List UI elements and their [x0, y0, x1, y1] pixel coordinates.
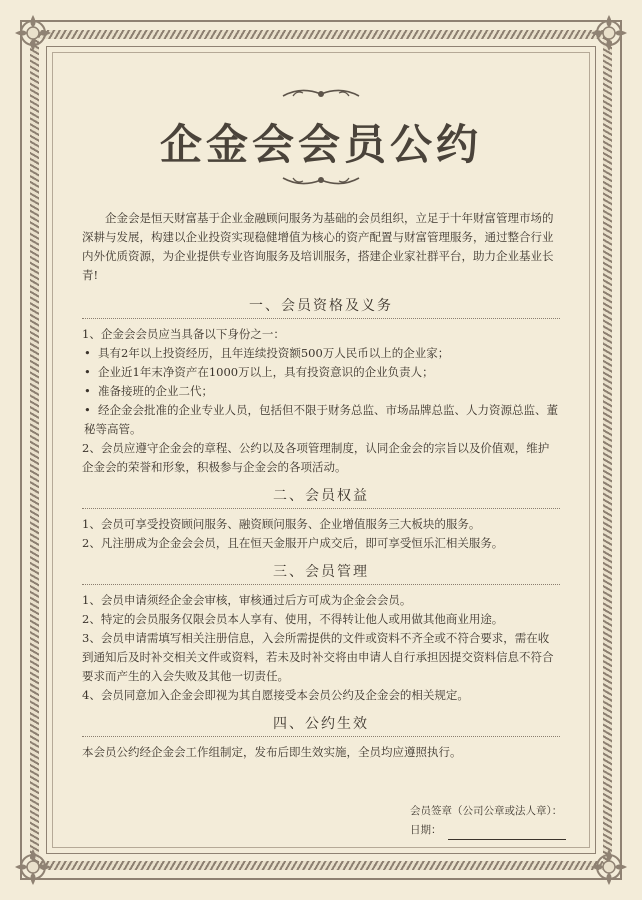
title-flourish-top-icon: [281, 84, 361, 102]
list-item: • 企业近1年末净资产在1000万以上，具有投资意识的企业负责人；: [82, 363, 560, 382]
date-underline: [448, 827, 566, 840]
corner-ornament-icon: [588, 12, 630, 54]
corner-ornament-icon: [12, 846, 54, 888]
list-item: 2、凡注册成为企金会会员，且在恒天金服开户成交后，即可享受恒乐汇相关服务。: [82, 536, 504, 550]
signature-label: 会员签章（公司公章或法人章）：: [410, 805, 563, 817]
bullet-icon: •: [84, 384, 91, 398]
dotted-divider: [82, 318, 560, 319]
dotted-divider: [82, 584, 560, 585]
bullet-icon: •: [84, 346, 91, 360]
signature-block: [410, 802, 566, 840]
list-item: 3、会员申请需填写相关注册信息，入会所需提供的文件或资料不齐全或不符合要求，需在收到通知后及时补交相关文件或资料，若未及时补交将由申请人自行承担因提交资料信息不符合要求而产生的入会失败及其他一切责任。: [82, 631, 554, 683]
section-heading: 四、公约生效: [82, 711, 560, 737]
list-item: 4、会员同意加入企金会即视为其自愿接受本会员公约及企金会的相关规定。: [82, 688, 469, 702]
bullet-icon: •: [84, 403, 91, 417]
bullet-icon: •: [84, 365, 91, 379]
list-item: 1、会员可享受投资顾问服务、融资顾问服务、企业增值服务三大板块的服务。: [82, 517, 481, 531]
section-heading: 一、会员资格及义务: [82, 293, 560, 319]
list-item: • 具有2年以上投资经历，且年连续投资额500万人民币以上的企业家；: [82, 344, 560, 363]
list-item: • 经企金会批准的企业专业人员，包括但不限于财务总监、市场品牌总监、人力资源总监、董秘等高管。: [84, 403, 558, 436]
section-heading: 三、会员管理: [82, 559, 560, 585]
dotted-divider: [82, 736, 560, 737]
intro-paragraph: 企金会是恒天财富基于企业金融顾问服务为基础的会员组织，立足于十年财富管理市场的深耕与发展，构建以企业投资实现稳健增值为核心的资产配置与财富管理服务，通过整合行业内外优质资源，为企业提供专业咨询服务及培训服务，搭建企业家社群平台，助力企业基业长青!: [82, 211, 554, 282]
dotted-divider: [82, 508, 560, 509]
date-label: 日期：: [410, 824, 442, 836]
list-item: 2、特定的会员服务仅限会员本人享有、使用，不得转让他人或用做其他商业用途。: [82, 612, 504, 626]
document-body: [82, 209, 560, 762]
rope-border-bottom: [30, 861, 612, 870]
title-flourish-bottom-icon: [281, 172, 361, 190]
list-item: 本会员公约经企金会工作组制定，发布后即生效实施，全员均应遵照执行。: [82, 745, 462, 759]
corner-ornament-icon: [12, 12, 54, 54]
list-item: • 准备接班的企业二代；: [82, 382, 560, 401]
rope-border-top: [30, 30, 612, 39]
date-row: [410, 821, 566, 840]
list-item: 1、企金会会员应当具备以下身份之一：: [82, 327, 285, 341]
corner-ornament-icon: [588, 846, 630, 888]
list-item: 2、会员应遵守企金会的章程、公约以及各项管理制度，认同企金会的宗旨以及价值观，维护企金会的荣誉和形象，积极参与企金会的各项活动。: [82, 441, 550, 474]
list-item: 1、会员申请须经企金会审核，审核通过后方可成为企金会会员。: [82, 593, 412, 607]
section-heading: 二、会员权益: [82, 483, 560, 509]
document-title: 企金会会员公约: [159, 120, 482, 169]
